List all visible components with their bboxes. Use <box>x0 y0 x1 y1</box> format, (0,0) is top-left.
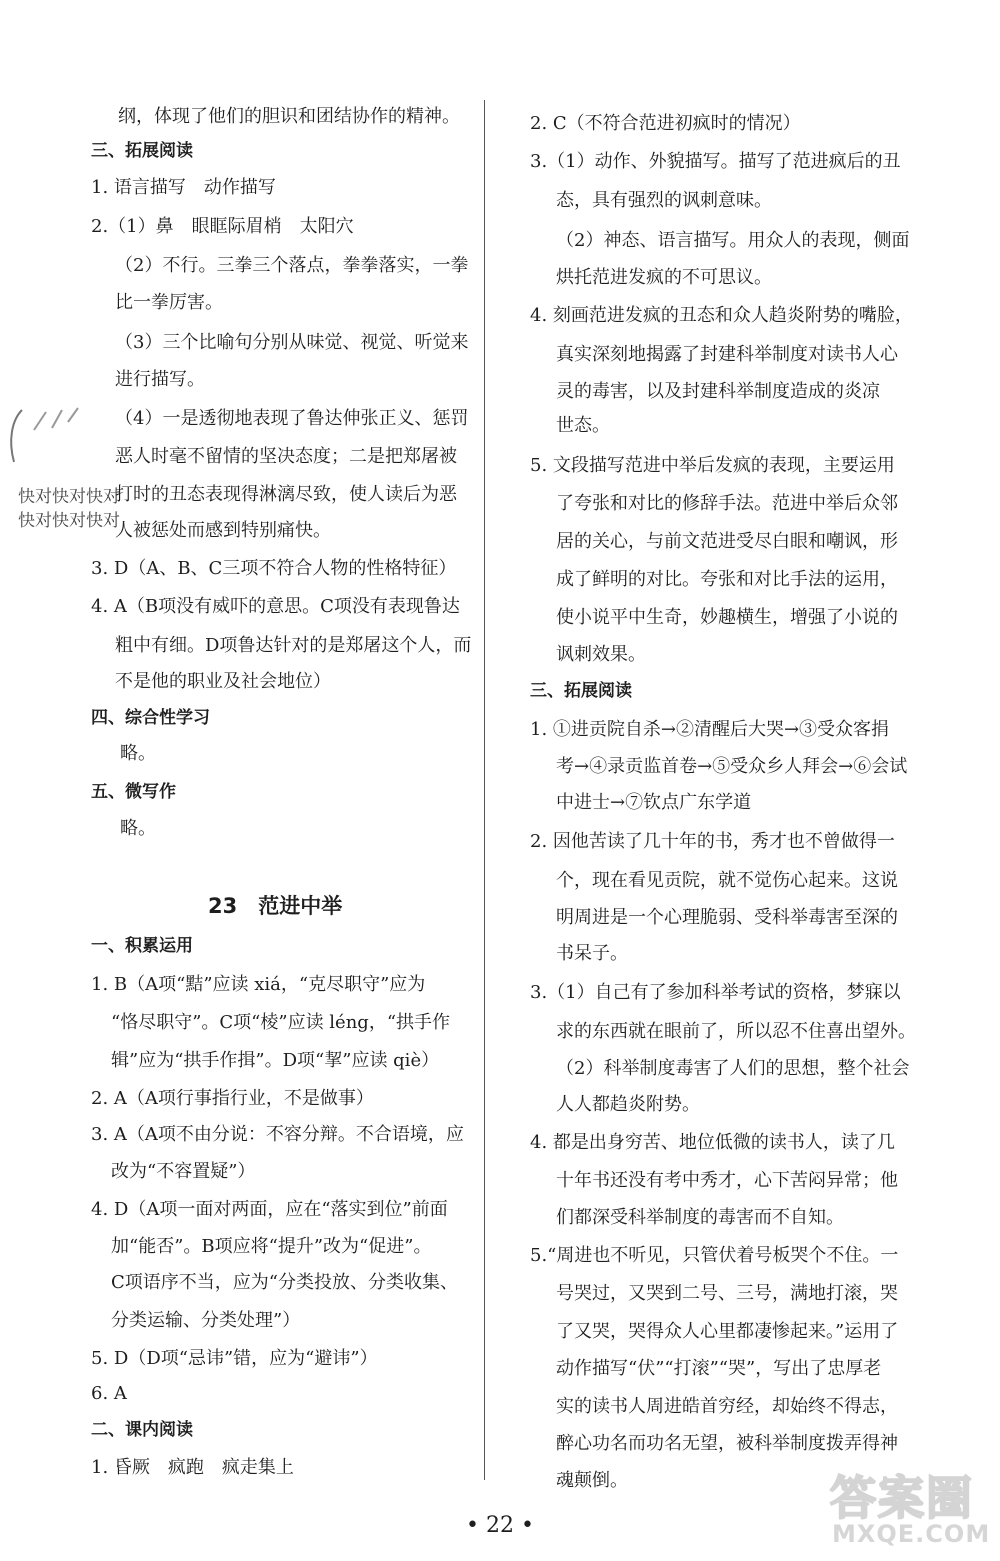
section-heading: 三、拓展阅读 <box>530 681 632 701</box>
scribble-mark <box>4 400 94 470</box>
text-line: 3.（1）自己有了参加科举考试的资格，梦寐以 <box>530 982 901 1003</box>
text-line: 实的读书人周进皓首穷经，却始终不得志， <box>556 1396 898 1417</box>
text-line: 了又哭，哭得众人心里都凄惨起来。”运用了 <box>556 1321 899 1342</box>
text-line: （2）科举制度毒害了人们的思想，整个社会 <box>556 1058 910 1079</box>
text-line: 号哭过，又哭到二号、三号，满地打滚，哭 <box>556 1283 898 1304</box>
text-line: （3）三个比喻句分别从味觉、视觉、听觉来 <box>115 332 469 353</box>
text-line: 考→④录贡监首卷→⑤受众乡人拜会→⑥会试 <box>556 756 908 777</box>
text-line: 5. D（D项“忌讳”错，应为“避讳”） <box>91 1348 378 1369</box>
text-line: 2.（1）鼻 眼眶际眉梢 太阳穴 <box>91 216 354 237</box>
text-line: 讽刺效果。 <box>556 644 646 665</box>
watermark-url: MXQE.COM <box>832 1520 991 1548</box>
text-line: 真实深刻地揭露了封建科举制度对读书人心 <box>556 344 898 365</box>
page-number: • 22 • <box>466 1513 534 1538</box>
text-line: 粗中有细。D项鲁达针对的是郑屠这个人，而 <box>115 635 472 656</box>
section-heading: 三、拓展阅读 <box>91 141 193 161</box>
text-line: 4. 刻画范进发疯的丑态和众人趋炎附势的嘴脸， <box>530 305 913 326</box>
text-line: 1. B（A项“黠”应读 xiá，“克尽职守”应为 <box>91 974 426 995</box>
text-line: 书呆子。 <box>556 943 628 964</box>
text-line: 辑”应为“拱手作揖”。D项“挈”应读 qiè） <box>111 1050 440 1071</box>
text-line: 3.（1）动作、外貌描写。描写了范进疯后的丑 <box>530 151 901 172</box>
text-line: 5. 文段描写范进中举后发疯的表现，主要运用 <box>530 455 895 476</box>
text-line: 成了鲜明的对比。夸张和对比手法的运用， <box>556 569 898 590</box>
text-line: C项语序不当，应为“分类投放、分类收集、 <box>111 1272 458 1293</box>
text-line: 4. A（B项没有威吓的意思。C项没有表现鲁达 <box>91 596 460 617</box>
text-line: （2）神态、语言描写。用众人的表现，侧面 <box>556 230 910 251</box>
text-line: 求的东西就在眼前了，所以忍不住喜出望外。 <box>556 1021 916 1042</box>
text-line: 明周进是一个心理脆弱、受科举毒害至深的 <box>556 907 898 928</box>
text-line: 中进士→⑦钦点广东学道 <box>556 792 752 813</box>
text-line: 不是他的职业及社会地位） <box>115 671 331 692</box>
text-line: 人人都趋炎附势。 <box>556 1094 700 1115</box>
watermark-logo-text: 答案圈 <box>830 1471 974 1525</box>
chapter-title: 23 范进中举 <box>208 894 343 918</box>
text-line: 了夸张和对比的修辞手法。范进中举后众邻 <box>556 493 898 514</box>
section-heading: 四、综合性学习 <box>91 708 210 728</box>
text-line: 进行描写。 <box>115 369 205 390</box>
text-line: 比一拳厉害。 <box>115 292 223 313</box>
text-line: 人被惩处而感到特别痛快。 <box>115 520 331 541</box>
text-line: 4. 都是出身穷苦、地位低微的读书人，读了几 <box>530 1132 895 1153</box>
text-line: 个，现在看见贡院，就不觉伤心起来。这说 <box>556 870 898 891</box>
text-line: 3. A（A项不由分说：不容分辩。不合语境，应 <box>91 1124 464 1145</box>
text-line: 1. 昏厥 疯跑 疯走集上 <box>91 1457 294 1478</box>
text-line: 略。 <box>120 743 156 764</box>
text-line: 分类运输、分类处理”） <box>111 1310 301 1331</box>
text-line: 5.“周进也不听见，只管伏着号板哭个不住。一 <box>530 1245 899 1266</box>
text-line: 们都深受科举制度的毒害而不自知。 <box>556 1207 844 1228</box>
text-line: 略。 <box>120 818 156 839</box>
section-heading: 二、课内阅读 <box>91 1420 193 1440</box>
text-line: 2. A（A项行事指行业，不是做事） <box>91 1088 374 1109</box>
text-line: 态，具有强烈的讽刺意味。 <box>556 190 772 211</box>
text-line: “恪尽职守”。C项“棱”应读 léng，“拱手作 <box>111 1012 451 1033</box>
text-line: 1. 语言描写 动作描写 <box>91 177 276 198</box>
text-line: 3. D（A、B、C三项不符合人物的性格特征） <box>91 558 457 579</box>
text-line: 加“能否”。B项应将“提升”改为“促进”。 <box>111 1236 432 1257</box>
section-heading: 一、积累运用 <box>91 936 193 956</box>
text-line: 2. 因他苦读了几十年的书，秀才也不曾做得一 <box>530 831 895 852</box>
text-line: 居的关心，与前文范进受尽白眼和嘲讽，形 <box>556 531 898 552</box>
text-line: 1. ①进贡院自杀→②清醒后大哭→③受众客捐 <box>530 719 890 740</box>
text-line: 打时的丑态表现得淋漓尽致，使人读后为恶 <box>115 484 457 505</box>
watermark-logo <box>826 1462 991 1554</box>
side-watermark: 快对快对快对 <box>18 511 120 531</box>
side-watermark: 快对快对快对 <box>18 487 120 507</box>
text-line: 动作描写“伏”“打滚”“哭”，写出了忠厚老 <box>556 1358 882 1379</box>
text-line: 醉心功名而功名无望，被科举制度拨弄得神 <box>556 1433 898 1454</box>
text-line: 灵的毒害，以及封建科举制度造成的炎凉 <box>556 381 880 402</box>
text-line: 魂颠倒。 <box>556 1470 628 1491</box>
text-line: 使小说平中生奇，妙趣横生，增强了小说的 <box>556 607 898 628</box>
text-line: 烘托范进发疯的不可思议。 <box>556 267 772 288</box>
text-line: 2. C（不符合范进初疯时的情况） <box>530 113 801 134</box>
text-line: 世态。 <box>556 415 610 436</box>
text-line: 4. D（A项一面对两面，应在“落实到位”前面 <box>91 1199 448 1220</box>
column-divider <box>484 100 485 1480</box>
section-heading: 五、微写作 <box>91 782 176 802</box>
text-line: （4）一是透彻地表现了鲁达伸张正义、惩罚 <box>115 408 469 429</box>
text-line: 恶人时毫不留情的坚决态度；二是把郑屠被 <box>115 446 457 467</box>
text-line: （2）不行。三拳三个落点，拳拳落实，一拳 <box>115 255 469 276</box>
text-line: 6. A <box>91 1383 127 1404</box>
text-line: 纲，体现了他们的胆识和团结协作的精神。 <box>118 106 460 127</box>
text-line: 十年书还没有考中秀才，心下苦闷异常；他 <box>556 1170 898 1191</box>
text-line: 改为“不容置疑”） <box>111 1161 256 1182</box>
